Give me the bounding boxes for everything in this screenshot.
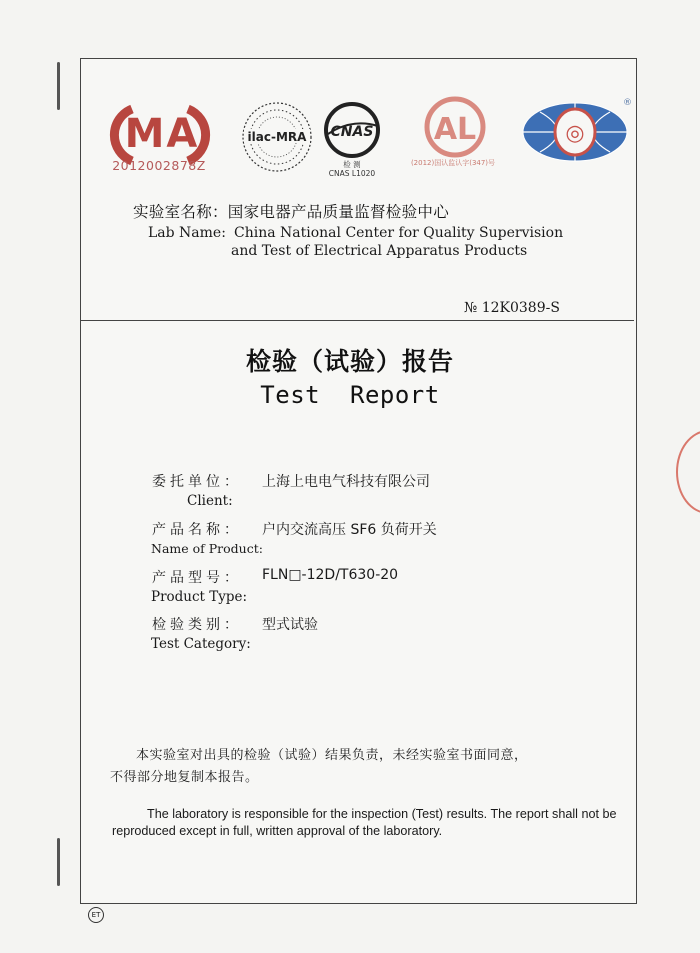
cnas-sub-cn: 检 测: [343, 160, 361, 169]
notice-cn-line2: 不得部分地复制本报告。: [110, 770, 259, 785]
binder-mark-bottom: [57, 838, 60, 886]
binder-mark-top: [57, 62, 60, 110]
field-client-value: 上海上电电气科技有限公司: [262, 474, 430, 490]
notice-en: The laboratory is responsible for the inspection (Test) results. The report shall not be reproduced except in full, written approval of the laboratory.: [112, 807, 617, 838]
al-logo-text: AL: [433, 112, 477, 147]
svg-text:◎: ◎: [565, 121, 585, 146]
globe-certification-logo-icon: [520, 100, 630, 164]
header-divider: [80, 320, 634, 321]
registered-mark: ®: [623, 98, 632, 108]
report-number: № 12K0389-S: [464, 300, 560, 316]
field-product-type-label-en: Product Type:: [151, 589, 248, 605]
report-title-cn: 检验（试验）报告: [245, 347, 454, 376]
report-title-en: Test Report: [260, 381, 440, 409]
field-product-type-value: FLN□-12D/T630-20: [262, 567, 399, 583]
field-product-name-value: 户内交流高压 SF6 负荷开关: [262, 522, 437, 538]
field-client-label-cn: 委托单位：: [152, 474, 242, 490]
ilac-mra-logo-icon: [238, 98, 316, 176]
field-test-category-value: 型式试验: [262, 617, 318, 633]
cma-number: 2012002878Z: [112, 158, 206, 173]
lab-name-en-line2: and Test of Electrical Apparatus Products: [231, 243, 528, 259]
cnas-subtitle: [312, 160, 392, 178]
notice-cn-line1: 本实验室对出具的检验（试验）结果负责，未经实验室书面同意，: [136, 748, 528, 763]
field-test-category-label-en: Test Category:: [151, 636, 251, 652]
edge-seal-stamp: [676, 430, 700, 514]
field-product-type-label-cn: 产品型号：: [152, 570, 242, 586]
cnas-sub-en: CNAS L1020: [328, 169, 376, 178]
field-test-category-label-cn: 检验类别：: [152, 617, 242, 633]
al-number: (2012)国认监认字(347)号: [410, 159, 496, 167]
lab-name-en-label: Lab Name:: [148, 225, 226, 241]
lab-name-en-line1: China National Center for Quality Supervision: [234, 225, 564, 241]
field-client-label-en: Client:: [187, 493, 233, 509]
field-product-name-label-cn: 产品名称：: [152, 522, 242, 538]
lab-name-cn: 实验室名称：国家电器产品质量监督检验中心: [133, 203, 450, 221]
al-logo-icon: [415, 95, 495, 165]
field-product-name-label-en: Name of Product:: [151, 541, 263, 556]
ilac-logo-text: ilac-MRA: [247, 130, 307, 144]
footer-seal-mark: ET: [88, 907, 104, 923]
cma-logo-text: MA: [124, 111, 200, 157]
cnas-logo-text: CNAS: [330, 124, 374, 140]
